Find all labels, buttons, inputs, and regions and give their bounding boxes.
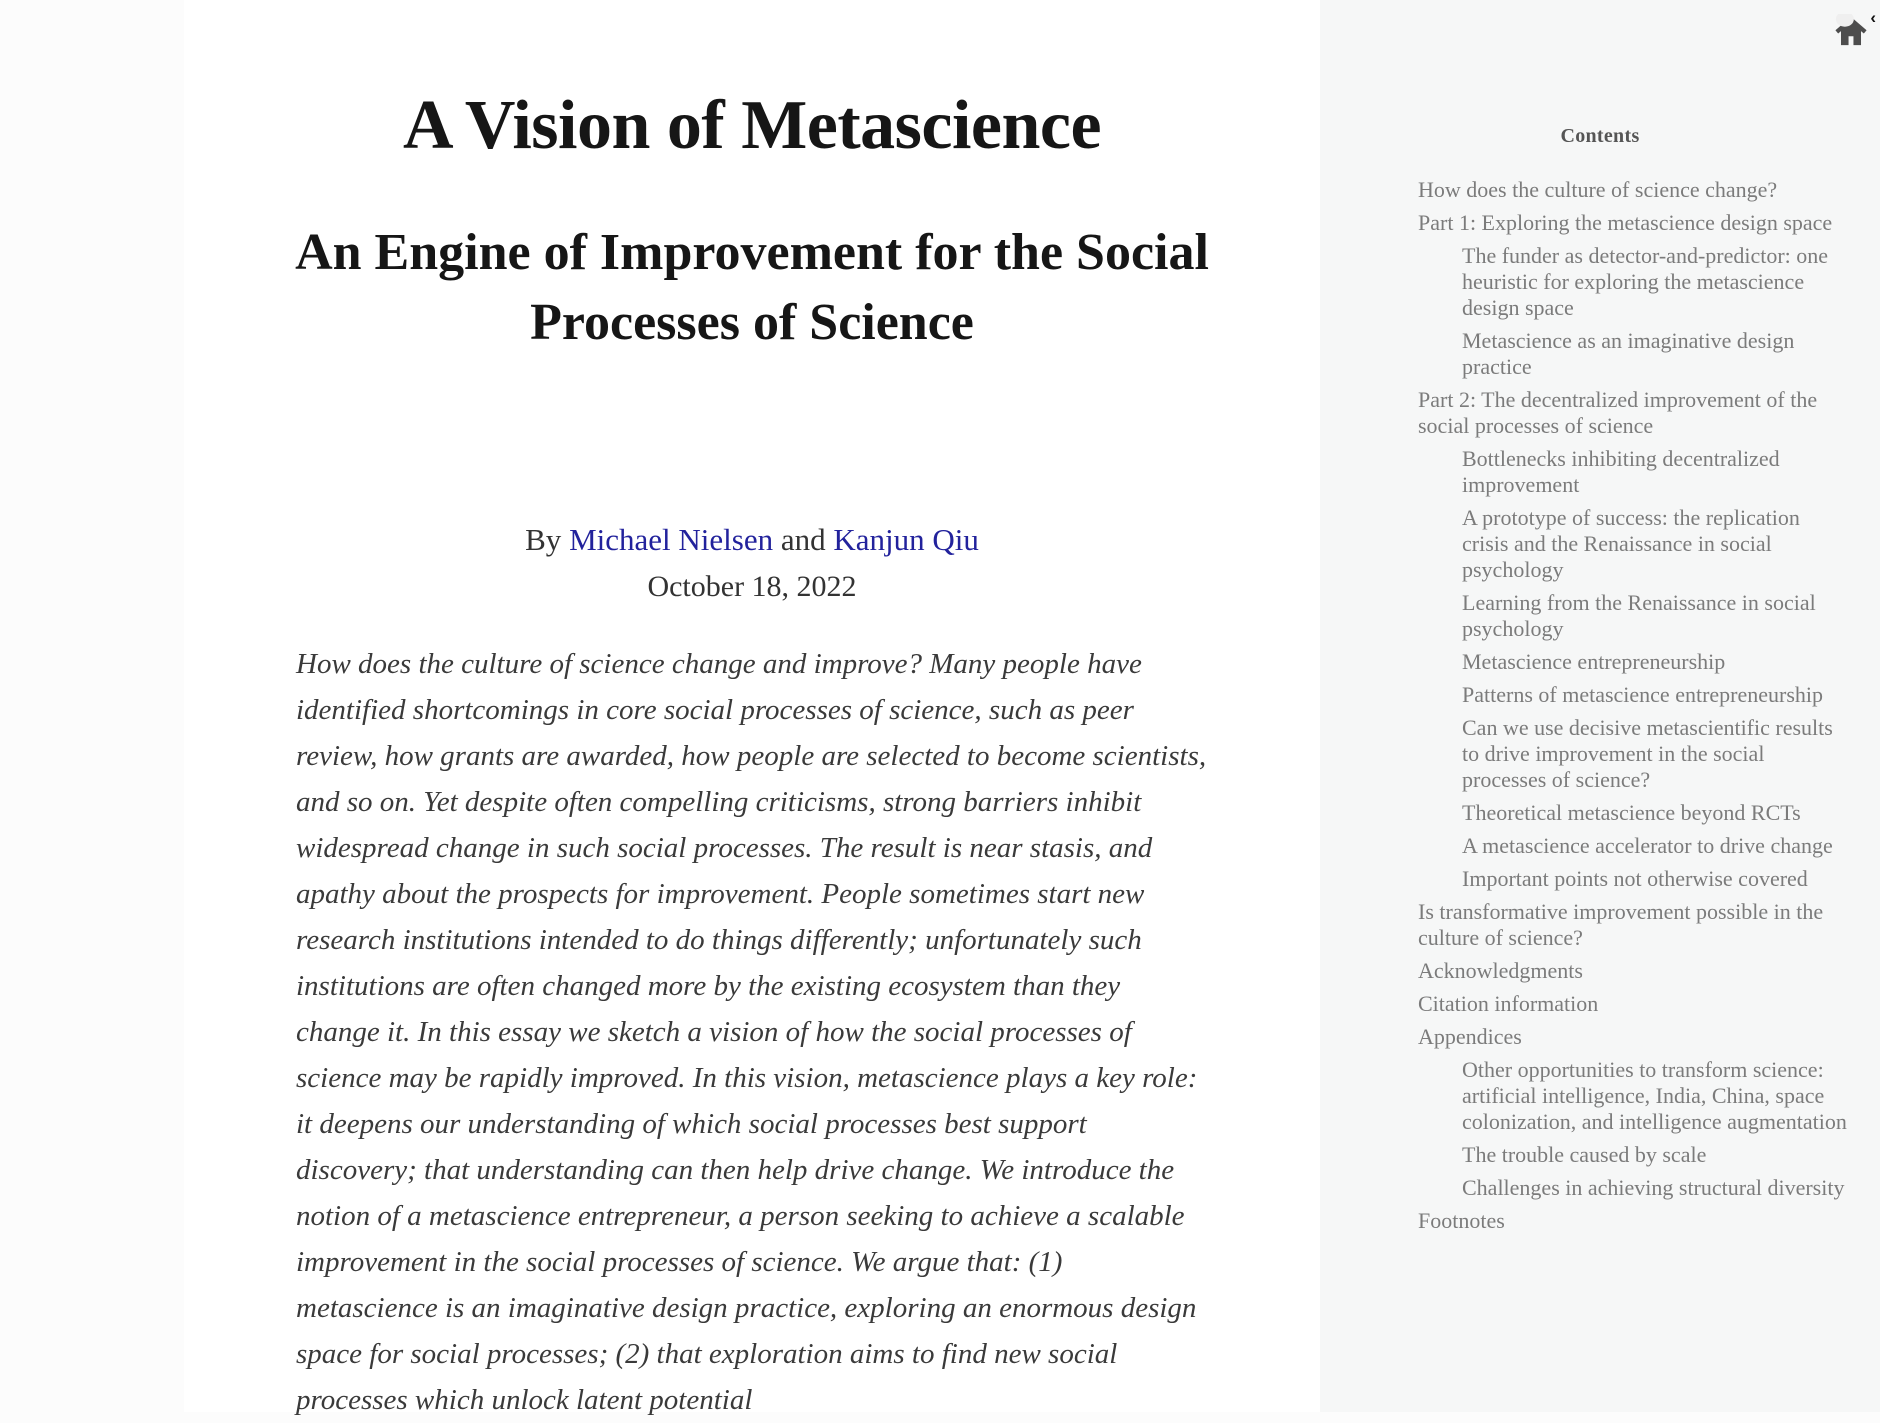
toc-item-label: Citation information	[1418, 991, 1599, 1016]
author-link-kanjun-qiu[interactable]: Kanjun Qiu	[833, 522, 979, 557]
toc-item[interactable]	[1418, 958, 1848, 984]
back-chevron-icon[interactable]: ‹	[1870, 8, 1876, 27]
toc-item-label: Footnotes	[1418, 1208, 1505, 1233]
toc-item-label: Is transformative improvement possible in the culture of science?	[1418, 899, 1824, 950]
toc-item[interactable]	[1418, 1208, 1848, 1234]
toc-item-label: A metascience accelerator to drive change	[1462, 833, 1833, 858]
toc-item-label: Part 1: Exploring the metascience design space	[1418, 210, 1833, 235]
byline	[184, 522, 1320, 558]
toc-item-label: A prototype of success: the replication crisis and the Renaissance in social psychology	[1462, 505, 1800, 582]
toc-item[interactable]	[1418, 899, 1848, 951]
toc-item[interactable]	[1418, 833, 1848, 859]
byline-separator: and	[773, 522, 834, 557]
sidebar	[1320, 0, 1880, 1412]
toc-item-label: Theoretical metascience beyond RCTs	[1462, 800, 1801, 825]
toc-item-label: Bottlenecks inhibiting decentralized improvement	[1462, 446, 1780, 497]
page-title: A Vision of Metascience	[402, 87, 1102, 164]
toc-item[interactable]	[1418, 1142, 1848, 1168]
toc-item-label: Metascience as an imaginative design practice	[1462, 328, 1795, 379]
toc-item-label: Patterns of metascience entrepreneurship	[1462, 682, 1824, 707]
toc-item[interactable]	[1418, 177, 1848, 203]
toc-item[interactable]	[1418, 590, 1848, 642]
byline-prefix: By	[525, 522, 570, 557]
toc-item[interactable]	[1418, 800, 1848, 826]
toc-item-label: The trouble caused by scale	[1462, 1142, 1707, 1167]
toc-item-label: Can we use decisive metascientific results to drive improvement in the social processes of science?	[1462, 715, 1833, 792]
toc-item[interactable]	[1418, 1175, 1848, 1201]
toc-item-label: The funder as detector-and-predictor: one heuristic for exploring the metascience design space	[1462, 243, 1829, 320]
abstract-paragraph: How does the culture of science change and improve? Many people have identified shortcomings in core social processes of science, such as peer review, how grants are awarded, how people are selected to become scientists, and so on. Yet despite often compelling criticisms, strong barriers inhibit widespread change in such social processes. The result is near stasis, and apathy about the prospects for improvement. People sometimes start new research institutions intended to do things differently; unfortunately such institutions are often changed more by the existing ecosystem than they change it. In this essay we sketch a vision of how the social processes of science may be rapidly improved. In this vision, metascience plays a key role: it deepens our understanding of which social processes best support discovery; that understanding can then help drive change. We introduce the notion of a metascience entrepreneur, a person seeking to achieve a scalable improvement in the social processes of science. We argue that: (1) metascience is an imaginative design practice, exploring an enormous design space for social processes; (2) that exploration aims to find new social processes which unlock latent potential	[296, 648, 1207, 1416]
page-subtitle: An Engine of Improvement for the Social Processes of Science	[295, 224, 1209, 351]
toc-item[interactable]	[1418, 866, 1848, 892]
toc-item[interactable]	[1418, 387, 1848, 439]
toc-item[interactable]	[1418, 210, 1848, 236]
toc-item[interactable]	[1418, 715, 1848, 793]
toc-item-label: Other opportunities to transform science: artificial intelligence, India, China, space colonization, and intelligence augmentation	[1462, 1057, 1847, 1134]
toc-item[interactable]	[1418, 243, 1848, 321]
table-of-contents	[1320, 177, 1880, 1234]
toc-item-label: Learning from the Renaissance in social psychology	[1462, 590, 1816, 641]
article-panel	[184, 0, 1320, 1416]
toc-item[interactable]	[1418, 682, 1848, 708]
home-icon[interactable]	[1834, 14, 1868, 48]
contents-heading: Contents	[1560, 125, 1640, 147]
publication-date: October 18, 2022	[647, 570, 857, 603]
toc-item[interactable]	[1418, 991, 1848, 1017]
toc-item[interactable]	[1418, 649, 1848, 675]
toc-item[interactable]	[1418, 1057, 1848, 1135]
toc-item-label: Appendices	[1418, 1024, 1522, 1049]
toc-item-label: Metascience entrepreneurship	[1462, 649, 1726, 674]
toc-item[interactable]	[1418, 1024, 1848, 1050]
toc-item[interactable]	[1418, 505, 1848, 583]
toc-item[interactable]	[1418, 446, 1848, 498]
toc-item-label: How does the culture of science change?	[1418, 177, 1778, 202]
toc-item-label: Acknowledgments	[1418, 958, 1583, 983]
toc-item-label: Important points not otherwise covered	[1462, 866, 1808, 891]
toc-item[interactable]	[1418, 328, 1848, 380]
author-link-michael-nielsen[interactable]: Michael Nielsen	[569, 522, 774, 557]
toc-item-label: Challenges in achieving structural diversity	[1462, 1175, 1845, 1200]
home-widget	[1834, 10, 1876, 52]
toc-item-label: Part 2: The decentralized improvement of the social processes of science	[1418, 387, 1818, 438]
